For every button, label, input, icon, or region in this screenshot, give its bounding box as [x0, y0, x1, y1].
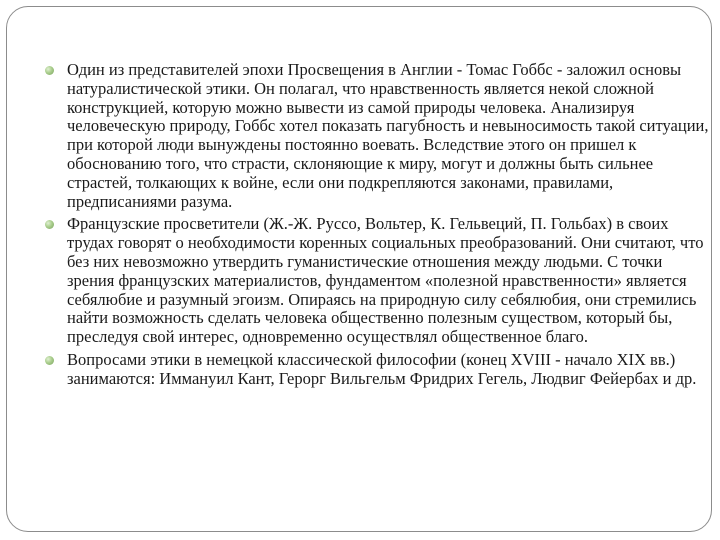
slide-card [6, 6, 712, 532]
bullet-dot-icon [45, 220, 54, 229]
bullet-dot-icon [45, 356, 54, 365]
bullet-item-french-enlighteners [45, 215, 709, 347]
bullet-item-hobbes [45, 61, 709, 211]
bullet-text: Вопросами этики в немецкой классической философии (конец XVIII - начало XIX вв.) занимаются: Иммануил Кант, Герорг Вильгельм Фридрих Гегель, Людвиг Фейербах и др. [67, 349, 697, 388]
bullet-list [45, 61, 709, 393]
bullet-text: Французские просветители (Ж.-Ж. Руссо, Вольтер, К. Гельвеций, П. Гольбах) в своих трудах говорят о необходимости коренных социальных преобразований. Они считают, что без них невозможно утвердить гуманистические отношения между людьми. С точки зрения французских материалистов, фундаментом «полезной нравственности» является себялюбие и разумный эгоизм. Опираясь на природную силу себялюбия, они стремились найти возможность сделать человека общественно полезным существом, который бы, преследуя свой интерес, одновременно осуществлял общественное благо. [67, 214, 704, 347]
bullet-item-german-philosophy [45, 351, 709, 389]
bullet-dot-icon [45, 66, 54, 75]
bullet-text: Один из представителей эпохи Просвещения в Англии - Томас Гоббс - заложил основы натуралистической этики. Он полагал, что нравственность является некой сложной конструкцией, которую можно вывести из самой природы человека. Анализируя человеческую природу, Гоббс хотел показать пагубность и невыносимость такой ситуации, при которой люди вынуждены постоянно воевать. Вследствие этого он пришел к обоснованию того, что страсти, склоняющие к миру, могут и должны быть сильнее страстей, толкающих к войне, если они подкрепляются законами, правилами, предписаниями разума. [67, 60, 709, 211]
